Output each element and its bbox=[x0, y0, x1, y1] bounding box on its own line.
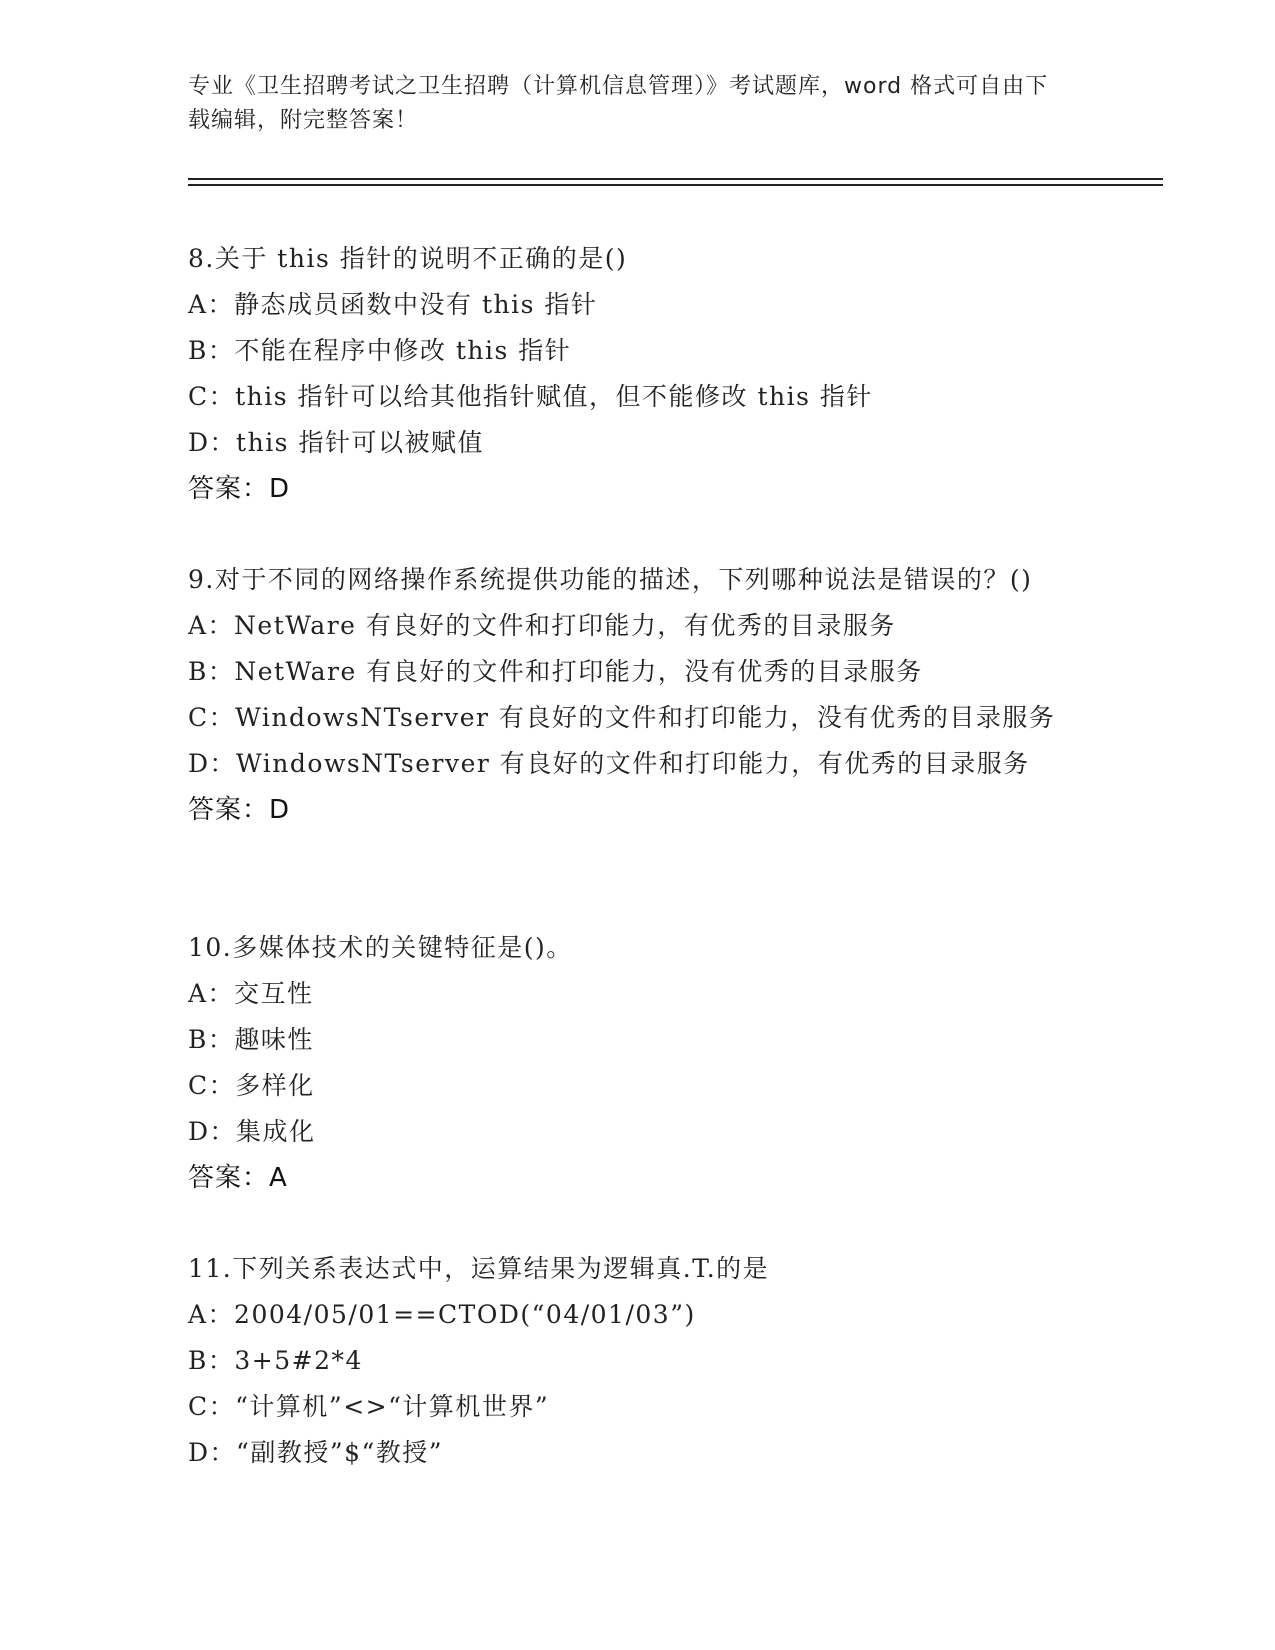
option-d: D：this 指针可以被赋值 bbox=[188, 428, 484, 457]
option-c: C：this 指针可以给其他指针赋值，但不能修改 this 指针 bbox=[188, 382, 873, 411]
question-stem: 10.多媒体技术的关键特征是()。 bbox=[188, 933, 573, 962]
option-d: D：“副教授”$“教授” bbox=[188, 1438, 444, 1467]
answer-line: 答案：A bbox=[188, 1163, 288, 1193]
question-stem: 11.下列关系表达式中，运算结果为逻辑真.T.的是 bbox=[188, 1254, 770, 1283]
question-9 bbox=[188, 557, 1088, 833]
answer-line: 答案：D bbox=[188, 795, 291, 825]
option-d: D：集成化 bbox=[188, 1117, 316, 1146]
header-divider-top bbox=[188, 178, 1163, 180]
option-c: C：WindowsNTserver 有良好的文件和打印能力，没有优秀的目录服务 bbox=[188, 703, 1056, 732]
question-8 bbox=[188, 236, 1088, 512]
question-11 bbox=[188, 1246, 1088, 1476]
option-b: B：趣味性 bbox=[188, 1025, 314, 1054]
answer-line: 答案：D bbox=[188, 474, 291, 504]
option-b: B：NetWare 有良好的文件和打印能力，没有优秀的目录服务 bbox=[188, 657, 923, 686]
option-a: A：2004/05/01==CTOD(“04/01/03”) bbox=[188, 1300, 696, 1329]
option-a: A：交互性 bbox=[188, 979, 314, 1008]
option-b: B：3+5#2*4 bbox=[188, 1346, 363, 1375]
document-intro: 专业《卫生招聘考试之卫生招聘（计算机信息管理）》考试题库，word 格式可自由下载编辑，附完整答案！ bbox=[188, 74, 1049, 133]
question-10 bbox=[188, 925, 1088, 1201]
option-d: D：WindowsNTserver 有良好的文件和打印能力，有优秀的目录服务 bbox=[188, 749, 1030, 778]
option-c: C：“计算机”<>“计算机世界” bbox=[188, 1392, 550, 1421]
option-a: A：NetWare 有良好的文件和打印能力，有优秀的目录服务 bbox=[188, 611, 896, 640]
option-a: A：静态成员函数中没有 this 指针 bbox=[188, 290, 598, 319]
question-stem: 8.关于 this 指针的说明不正确的是() bbox=[188, 244, 628, 273]
option-c: C：多样化 bbox=[188, 1071, 315, 1100]
question-stem: 9.对于不同的网络操作系统提供功能的描述，下列哪种说法是错误的？() bbox=[188, 565, 1033, 594]
option-b: B：不能在程序中修改 this 指针 bbox=[188, 336, 572, 365]
header-divider-bottom bbox=[188, 184, 1163, 186]
